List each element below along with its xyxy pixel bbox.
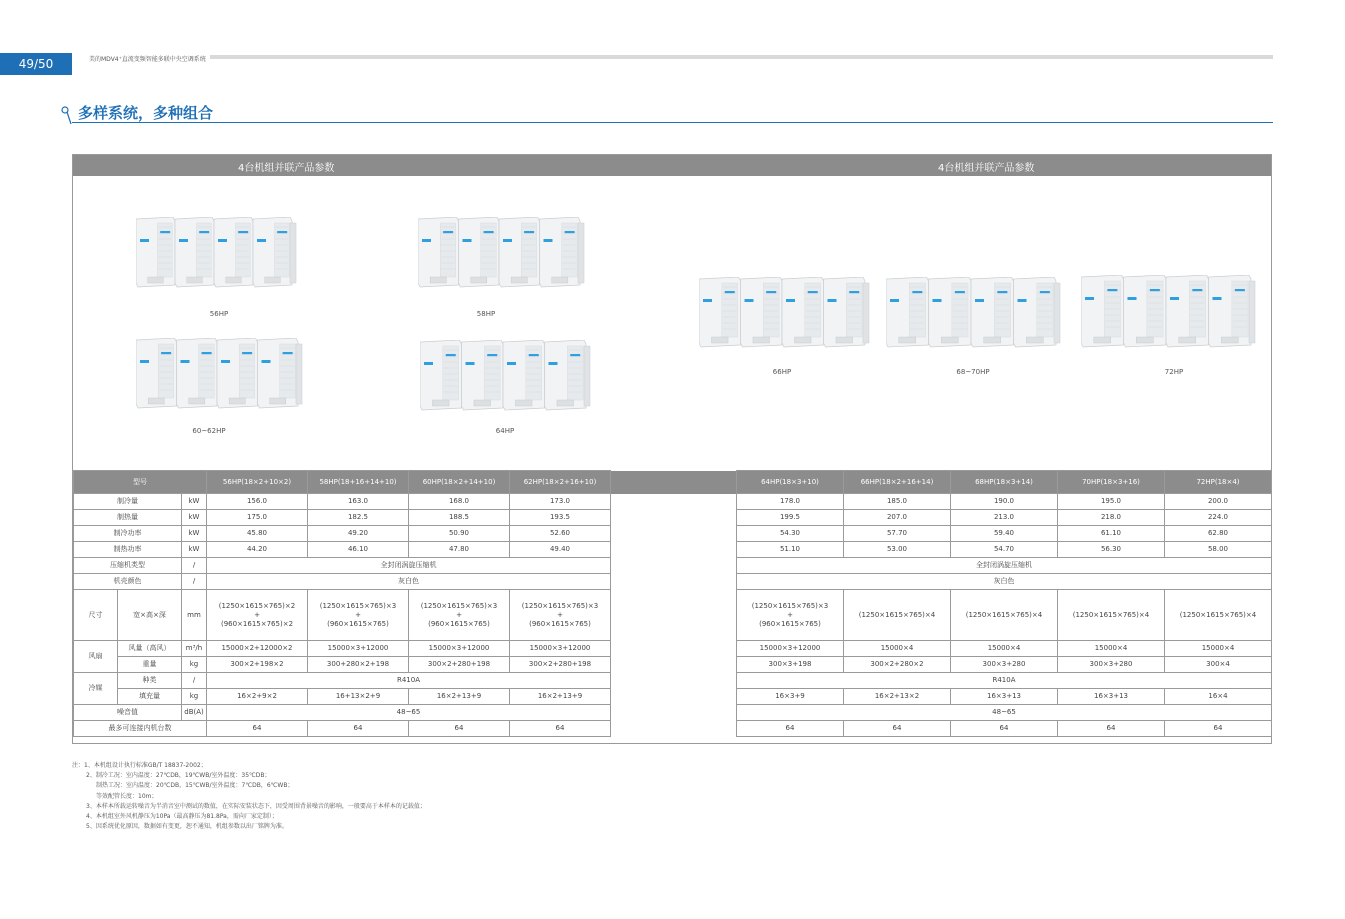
- footnotes: [72, 761, 426, 832]
- table-cell: 62.80: [1165, 526, 1272, 542]
- cell-line: (1250×1615×765)×3: [751, 601, 829, 610]
- row-unit: kW: [182, 494, 207, 510]
- table-cell: 54.70: [951, 542, 1058, 558]
- unit-caption-72hp: 72HP: [1164, 368, 1184, 376]
- table-cell: 200.0: [1165, 494, 1272, 510]
- module-base: [265, 277, 281, 283]
- table-cell: 190.0: [951, 494, 1058, 510]
- table-cell: 16×3+9: [737, 689, 844, 705]
- table-cell: R410A: [737, 673, 1272, 689]
- table-cell: 56.30: [1058, 542, 1165, 558]
- module-base: [148, 398, 164, 404]
- header-cell-model: 型号: [74, 471, 207, 494]
- module-base: [836, 337, 853, 343]
- unit-side: [1054, 283, 1060, 343]
- row-unit: kg: [182, 657, 207, 673]
- table-cell: 51.10: [737, 542, 844, 558]
- table-row: [74, 590, 1272, 641]
- table-cell: 16×2+13+9: [409, 689, 510, 705]
- document-title: 美的MDV4⁺直流变频智能多联中央空调系统: [89, 56, 206, 63]
- logo-mark: [1235, 289, 1245, 291]
- header-cell: 64HP(18×3+10): [737, 471, 844, 494]
- table-cell: 300×4: [1165, 657, 1272, 673]
- module-base: [511, 277, 527, 283]
- row-unit: dB(A): [182, 705, 207, 721]
- logo-mark: [277, 231, 287, 233]
- header-cell: 60HP(18×2+14+10): [409, 471, 510, 494]
- header-cell: 66HP(18×2+16+14): [844, 471, 951, 494]
- brand-badge: [463, 239, 472, 242]
- table-cell: 15000×3+12000: [409, 641, 510, 657]
- logo-mark: [160, 231, 170, 233]
- note-line: 3、本样本所载运转噪音为半消音室中测试的数值，在实际安装状态下，因受周围背景噪音的影响，一般要高于本样本的记载值；: [86, 802, 426, 810]
- logo-mark: [446, 354, 456, 356]
- spec-panel: [72, 154, 1272, 744]
- table-gap: [611, 526, 737, 542]
- table-cell: 15000×3+12000: [308, 641, 409, 657]
- logo-mark: [1040, 291, 1050, 293]
- table-row: [74, 657, 1272, 673]
- panel-header: [73, 155, 1271, 176]
- table-cell: 54.30: [737, 526, 844, 542]
- table-cell: 188.5: [409, 510, 510, 526]
- cell-line: (1250×1615×765)×3: [420, 601, 498, 610]
- logo-mark: [1150, 289, 1160, 291]
- table-cell: 300×3+280: [951, 657, 1058, 673]
- table-cell: 45.80: [207, 526, 308, 542]
- module-base: [1026, 337, 1043, 343]
- table-cell: 300×2+198×2: [207, 657, 308, 673]
- row-unit: mm: [182, 590, 207, 641]
- table-cell: 64: [737, 721, 844, 737]
- module-base: [941, 337, 958, 343]
- row-sublabel: 种类: [118, 673, 182, 689]
- unit-caption-58hp: 58HP: [476, 310, 496, 318]
- module-base: [432, 400, 449, 406]
- table-cell: [510, 590, 611, 641]
- section-rule: [72, 122, 1273, 123]
- brand-badge: [181, 360, 190, 363]
- table-gap: [611, 542, 737, 558]
- table-gap: [611, 574, 737, 590]
- table-cell: 207.0: [844, 510, 951, 526]
- table-cell: 16×3+13: [1058, 689, 1165, 705]
- logo-mark: [161, 352, 171, 354]
- table-cell: 300×2+280×2: [844, 657, 951, 673]
- row-unit: /: [182, 574, 207, 590]
- table-cell: 46.10: [308, 542, 409, 558]
- table-cell: 53.00: [844, 542, 951, 558]
- note-line: 2、制冷工况：室内温度：27℃DB，19℃WB/室外温度：35℃DB；: [86, 772, 271, 780]
- table-row: [74, 494, 1272, 510]
- unit-image-66hp: [699, 277, 871, 353]
- unit-side: [296, 344, 302, 404]
- table-cell: 61.10: [1058, 526, 1165, 542]
- brand-badge: [218, 239, 227, 242]
- table-cell: 156.0: [207, 494, 308, 510]
- unit-image-72hp: [1081, 275, 1257, 353]
- row-unit: m³/h: [182, 641, 207, 657]
- unit-image-68-70hp: [886, 277, 1062, 353]
- table-cell: 52.60: [510, 526, 611, 542]
- module-base: [1136, 337, 1153, 343]
- row-unit: kW: [182, 526, 207, 542]
- table-cell: 15000×2+12000×2: [207, 641, 308, 657]
- table-row: [74, 542, 1272, 558]
- table-cell: 182.5: [308, 510, 409, 526]
- module-base: [557, 400, 574, 406]
- row-unit: /: [182, 558, 207, 574]
- page-number: 49/50: [0, 53, 72, 75]
- table-cell: 178.0: [737, 494, 844, 510]
- cell-line: (1250×1615×765)×2: [218, 601, 296, 610]
- brand-badge: [933, 299, 942, 302]
- table-cell: 163.0: [308, 494, 409, 510]
- module-base: [270, 398, 286, 404]
- logo-mark: [529, 354, 539, 356]
- unit-side: [1249, 281, 1255, 343]
- logo-mark: [484, 231, 494, 233]
- table-gap: [611, 590, 737, 641]
- logo-mark: [997, 291, 1007, 293]
- module-base: [471, 277, 487, 283]
- brand-badge: [179, 239, 188, 242]
- cell-line: (960×1615×765)×2: [220, 619, 294, 628]
- table-row: [74, 558, 1272, 574]
- unit-caption-66hp: 66HP: [772, 368, 792, 376]
- table-cell: 15000×3+12000: [510, 641, 611, 657]
- brand-badge: [140, 360, 149, 363]
- cell-line: (960×1615×765): [529, 619, 591, 628]
- table-cell: 15000×4: [1165, 641, 1272, 657]
- cell-line: (960×1615×765): [759, 619, 821, 628]
- table-cell: 300×2+280+198: [510, 657, 611, 673]
- cell-line: (1250×1615×765)×3: [319, 601, 397, 610]
- brand-badge: [1170, 297, 1179, 300]
- logo-mark: [1192, 289, 1202, 291]
- table-cell: 173.0: [510, 494, 611, 510]
- module-base: [430, 277, 446, 283]
- cell-line: (1250×1615×765)×4: [1179, 610, 1257, 619]
- unit-side: [578, 223, 584, 283]
- table-cell: 49.40: [510, 542, 611, 558]
- logo-mark: [443, 231, 453, 233]
- brand-badge: [549, 362, 558, 365]
- module-base: [794, 337, 811, 343]
- unit-caption-60-62hp: 60~62HP: [192, 427, 226, 435]
- table-cell: R410A: [207, 673, 611, 689]
- table-cell: 16×2+13×2: [844, 689, 951, 705]
- brand-badge: [257, 239, 266, 242]
- table-cell: 185.0: [844, 494, 951, 510]
- table-cell: 全封闭涡旋压缩机: [737, 558, 1272, 574]
- table-cell: 213.0: [951, 510, 1058, 526]
- cell-line: +: [355, 610, 361, 619]
- module-base: [515, 400, 532, 406]
- table-row: [74, 689, 1272, 705]
- logo-mark: [565, 231, 575, 233]
- table-cell: 195.0: [1058, 494, 1165, 510]
- table-cell: [308, 590, 409, 641]
- table-cell: 16+13×2+9: [308, 689, 409, 705]
- brand-badge: [221, 360, 230, 363]
- row-label: 制热量: [74, 510, 182, 526]
- cell-line: (1250×1615×765)×4: [965, 610, 1043, 619]
- table-cell: 48~65: [737, 705, 1272, 721]
- cell-line: (1250×1615×765)×4: [858, 610, 936, 619]
- brand-badge: [507, 362, 516, 365]
- note-line: 等效配管长度：10m；: [96, 792, 158, 800]
- module-base: [1221, 337, 1238, 343]
- table-cell: [844, 590, 951, 641]
- table-row: [74, 574, 1272, 590]
- note-line: 制热工况：室内温度：20℃DB，15℃WB/室外温度：7℃DB，6℃WB；: [96, 782, 294, 790]
- logo-mark: [912, 291, 922, 293]
- table-gap: [611, 510, 737, 526]
- unit-image-60-62hp: [136, 338, 304, 414]
- table-cell: 16×2+9×2: [207, 689, 308, 705]
- logo-mark: [570, 354, 580, 356]
- logo-mark: [242, 352, 252, 354]
- row-unit: /: [182, 673, 207, 689]
- unit-side: [584, 346, 590, 406]
- cell-line: (1250×1615×765)×3: [521, 601, 599, 610]
- table-gap: [611, 689, 737, 705]
- brand-badge: [544, 239, 553, 242]
- header-cell: 72HP(18×4): [1165, 471, 1272, 494]
- unit-caption-64hp: 64HP: [495, 427, 515, 435]
- brand-badge: [140, 239, 149, 242]
- unit-caption-68-70hp: 68~70HP: [956, 368, 990, 376]
- brand-badge: [262, 360, 271, 363]
- module-base: [229, 398, 245, 404]
- table-gap: [611, 494, 737, 510]
- logo-mark: [725, 291, 735, 293]
- row-unit: kg: [182, 689, 207, 705]
- table-cell: 218.0: [1058, 510, 1165, 526]
- header-cell: 70HP(18×3+16): [1058, 471, 1165, 494]
- left-panel-title: 4台机组并联产品参数: [238, 163, 335, 174]
- table-cell: 64: [951, 721, 1058, 737]
- table-cell: 300×3+280: [1058, 657, 1165, 673]
- table-cell: [409, 590, 510, 641]
- table-cell: 300+280×2+198: [308, 657, 409, 673]
- logo-mark: [1107, 289, 1117, 291]
- table-cell: 64: [844, 721, 951, 737]
- brand-badge: [828, 299, 837, 302]
- table-gap: [611, 641, 737, 657]
- note-line: 5、因系统优化原因，数据如有变更，恕不通知，机组参数以出厂铭牌为准。: [86, 823, 288, 831]
- table-cell: 64: [409, 721, 510, 737]
- table-cell: 16×4: [1165, 689, 1272, 705]
- unit-side: [290, 223, 296, 283]
- table-cell: 48~65: [207, 705, 611, 721]
- row-label: 压缩机类型: [74, 558, 182, 574]
- module-base: [189, 398, 205, 404]
- table-cell: 44.20: [207, 542, 308, 558]
- cell-line: (960×1615×765): [428, 619, 490, 628]
- table-cell: 15000×3+12000: [737, 641, 844, 657]
- unit-image-58hp: [418, 217, 586, 293]
- cell-line: +: [787, 610, 793, 619]
- cell-line: (1250×1615×765)×4: [1072, 610, 1150, 619]
- unit-image-64hp: [420, 340, 592, 416]
- table-cell: 49.20: [308, 526, 409, 542]
- brand-badge: [1085, 297, 1094, 300]
- cell-line: +: [557, 610, 563, 619]
- brand-badge: [1018, 299, 1027, 302]
- table-cell: 175.0: [207, 510, 308, 526]
- module-base: [711, 337, 728, 343]
- table-row: [74, 705, 1272, 721]
- logo-mark: [955, 291, 965, 293]
- table-cell: 199.5: [737, 510, 844, 526]
- row-label: 风扇: [74, 641, 118, 673]
- table-row: [74, 641, 1272, 657]
- row-label: 冷媒: [74, 673, 118, 705]
- table-cell: 59.40: [951, 526, 1058, 542]
- row-label: 机壳颜色: [74, 574, 182, 590]
- row-label: 制热功率: [74, 542, 182, 558]
- table-cell: 58.00: [1165, 542, 1272, 558]
- spec-table: [73, 470, 1272, 737]
- table-row: [74, 721, 1272, 737]
- logo-mark: [487, 354, 497, 356]
- table-cell: 16×2+13+9: [510, 689, 611, 705]
- table-cell: 灰白色: [737, 574, 1272, 590]
- logo-mark: [199, 231, 209, 233]
- table-cell: 15000×4: [844, 641, 951, 657]
- right-panel-title: 4台机组并联产品参数: [938, 163, 1035, 174]
- table-gap: [611, 721, 737, 737]
- pin-icon: [60, 104, 72, 126]
- table-cell: 64: [207, 721, 308, 737]
- module-base: [1179, 337, 1196, 343]
- table-row: [74, 510, 1272, 526]
- module-base: [899, 337, 916, 343]
- unit-caption-56hp: 56HP: [209, 310, 229, 318]
- row-label: 制冷量: [74, 494, 182, 510]
- table-cell: 灰白色: [207, 574, 611, 590]
- table-cell: [951, 590, 1058, 641]
- table-cell: 15000×4: [1058, 641, 1165, 657]
- table-cell: [737, 590, 844, 641]
- brand-badge: [703, 299, 712, 302]
- module-base: [552, 277, 568, 283]
- brand-badge: [503, 239, 512, 242]
- table-gap: [611, 705, 737, 721]
- row-sublabel: 填充量: [118, 689, 182, 705]
- table-gap: [611, 673, 737, 689]
- module-base: [474, 400, 491, 406]
- table-cell: 57.70: [844, 526, 951, 542]
- logo-mark: [202, 352, 212, 354]
- brand-badge: [422, 239, 431, 242]
- table-cell: 50.90: [409, 526, 510, 542]
- header-cell: 62HP(18×2+16+10): [510, 471, 611, 494]
- table-row: [74, 471, 1272, 494]
- table-cell: 全封闭涡旋压缩机: [207, 558, 611, 574]
- table-cell: 193.5: [510, 510, 611, 526]
- cell-line: +: [254, 610, 260, 619]
- cell-line: (960×1615×765): [327, 619, 389, 628]
- table-cell: 16×3+13: [951, 689, 1058, 705]
- module-base: [753, 337, 770, 343]
- module-base: [984, 337, 1001, 343]
- table-cell: 168.0: [409, 494, 510, 510]
- table-cell: 64: [1165, 721, 1272, 737]
- table-cell: 300×2+280+198: [409, 657, 510, 673]
- row-sublabel: 风量（高风）: [118, 641, 182, 657]
- note-line: 注：1、本机组设计执行标准GB/T 18837-2002；: [72, 762, 207, 769]
- module-base: [187, 277, 203, 283]
- table-cell: 64: [510, 721, 611, 737]
- brand-badge: [1213, 297, 1222, 300]
- brand-badge: [890, 299, 899, 302]
- row-label: 噪音值: [74, 705, 182, 721]
- table-cell: 300×3+198: [737, 657, 844, 673]
- table-cell: [1165, 590, 1272, 641]
- row-label: 制冷功率: [74, 526, 182, 542]
- row-unit: kW: [182, 510, 207, 526]
- brand-badge: [424, 362, 433, 365]
- module-base: [226, 277, 242, 283]
- section-title: 多样系统，多种组合: [78, 104, 214, 122]
- row-label: 最多可连接内机台数: [74, 721, 207, 737]
- table-row: [74, 526, 1272, 542]
- brand-badge: [745, 299, 754, 302]
- row-label: 尺寸: [74, 590, 118, 641]
- brand-badge: [786, 299, 795, 302]
- table-cell: 15000×4: [951, 641, 1058, 657]
- header-cell: 56HP(18×2+10×2): [207, 471, 308, 494]
- table-cell: 47.80: [409, 542, 510, 558]
- row-sublabel: 宽×高×深: [118, 590, 182, 641]
- note-line: 4、本机组室外风机静压为10Pa（最高静压为81.8Pa，需向厂家定制）；: [86, 813, 278, 821]
- unit-side: [863, 283, 869, 343]
- brand-badge: [466, 362, 475, 365]
- table-cell: [207, 590, 308, 641]
- row-sublabel: 重量: [118, 657, 182, 673]
- cell-line: +: [456, 610, 462, 619]
- row-unit: kW: [182, 542, 207, 558]
- table-cell: 64: [1058, 721, 1165, 737]
- table-cell: 224.0: [1165, 510, 1272, 526]
- logo-mark: [766, 291, 776, 293]
- header-cell: 68HP(18×3+14): [951, 471, 1058, 494]
- brand-badge: [975, 299, 984, 302]
- logo-mark: [283, 352, 293, 354]
- header-cell: 58HP(18+16+14+10): [308, 471, 409, 494]
- logo-mark: [808, 291, 818, 293]
- brand-badge: [1128, 297, 1137, 300]
- table-cell: 64: [308, 721, 409, 737]
- unit-image-56hp: [136, 217, 298, 293]
- module-base: [1094, 337, 1111, 343]
- table-gap: [611, 471, 737, 494]
- table-cell: [1058, 590, 1165, 641]
- logo-mark: [849, 291, 859, 293]
- logo-mark: [524, 231, 534, 233]
- module-base: [148, 277, 164, 283]
- table-gap: [611, 558, 737, 574]
- table-gap: [611, 657, 737, 673]
- header-rule: [210, 55, 1273, 59]
- table-row: [74, 673, 1272, 689]
- logo-mark: [238, 231, 248, 233]
